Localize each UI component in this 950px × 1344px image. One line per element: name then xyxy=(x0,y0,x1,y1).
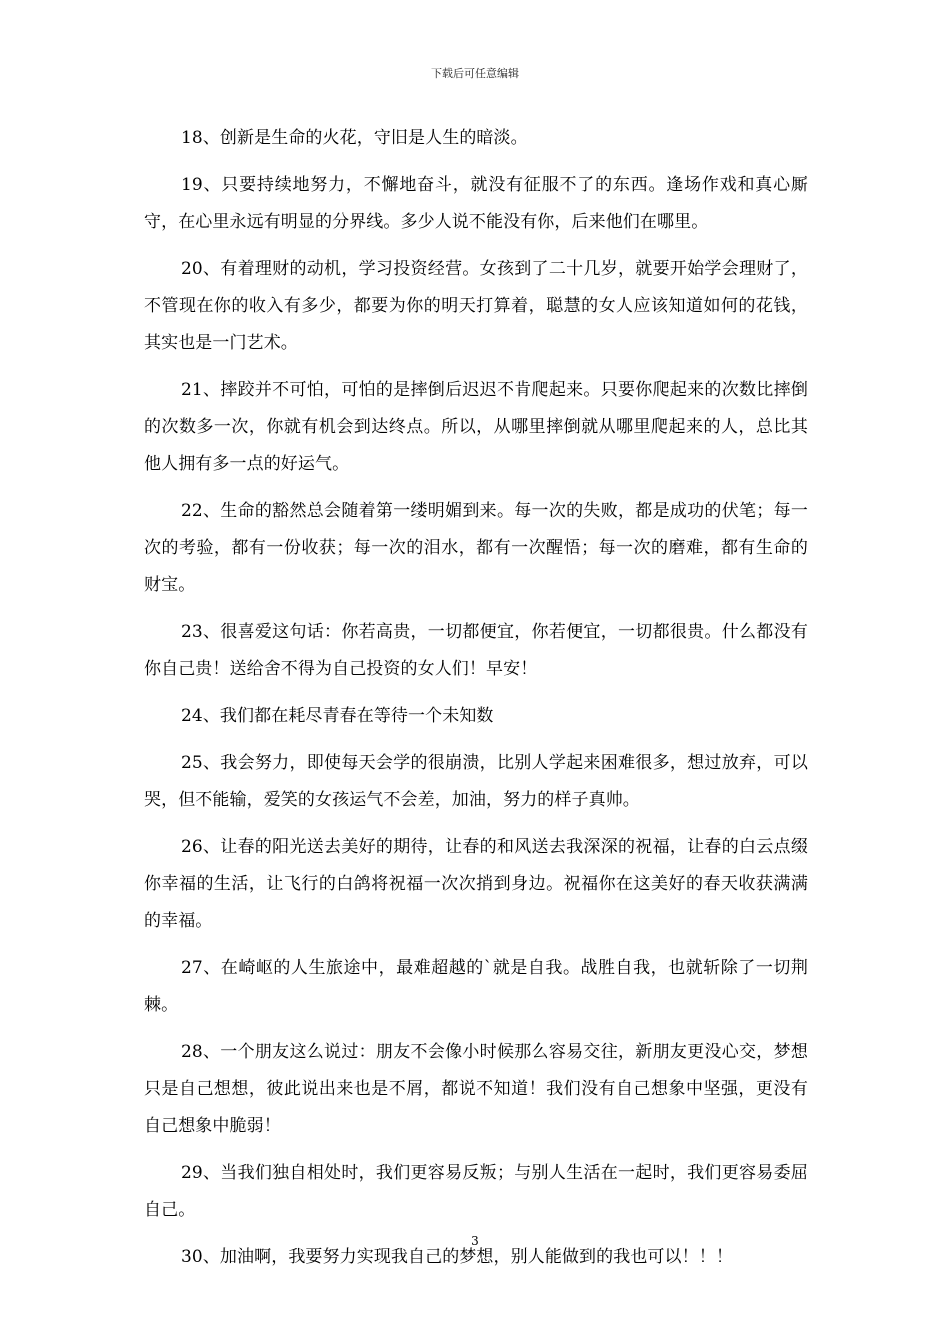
paragraph-25: 25、我会努力，即使每天会学的很崩溃，比别人学起来困难很多，想过放弃，可以哭，但不能输，爱笑的女孩运气不会差，加油，努力的样子真帅。 xyxy=(144,753,808,810)
paragraph-24: 24、我们都在耗尽青春在等待一个未知数 xyxy=(181,706,494,726)
page-number: 3 xyxy=(471,1234,479,1248)
paragraph-18: 18、创新是生命的火花，守旧是人生的暗淡。 xyxy=(181,128,528,148)
paragraph-29: 29、当我们独自相处时，我们更容易反叛；与别人生活在一起时，我们更容易委屈自己。 xyxy=(144,1163,808,1220)
paragraph-20: 20、有着理财的动机，学习投资经营。女孩到了二十几岁，就要开始学会理财了，不管现在你的收入有多少，都要为你的明天打算着，聪慧的女人应该知道如何的花钱，其实也是一门艺术。 xyxy=(144,259,808,353)
paragraph-19: 19、只要持续地努力，不懈地奋斗，就没有征服不了的东西。逢场作戏和真心厮守，在心里永远有明显的分界线。多少人说不能没有你，后来他们在哪里。 xyxy=(144,175,808,232)
document-body xyxy=(144,120,808,1286)
page-header: 下载后可任意编辑 xyxy=(431,67,519,80)
paragraph-26: 26、让春的阳光送去美好的期待，让春的和风送去我深深的祝福，让春的白云点缀你幸福的生活，让飞行的白鸽将祝福一次次捎到身边。祝福你在这美好的春天收获满满的幸福。 xyxy=(144,837,808,931)
paragraph-21: 21、摔跤并不可怕，可怕的是摔倒后迟迟不肯爬起来。只要你爬起来的次数比摔倒的次数多一次，你就有机会到达终点。所以，从哪里摔倒就从哪里爬起来的人，总比其他人拥有多一点的好运气。 xyxy=(144,380,808,474)
paragraph-28: 28、一个朋友这么说过：朋友不会像小时候那么容易交往，新朋友更没心交，梦想只是自己想想，彼此说出来也是不屑，都说不知道！我们没有自己想象中坚强，更没有自己想象中脆弱！ xyxy=(144,1042,808,1136)
paragraph-30: 30、加油啊，我要努力实现我自己的梦想，别人能做到的我也可以！！！ xyxy=(181,1247,733,1267)
paragraph-22: 22、生命的豁然总会随着第一缕明媚到来。每一次的失败，都是成功的伏笔；每一次的考验，都有一份收获；每一次的泪水，都有一次醒悟；每一次的磨难，都有生命的财宝。 xyxy=(144,501,808,595)
paragraph-27: 27、在崎岖的人生旅途中，最难超越的`就是自我。战胜自我，也就斩除了一切荆棘。 xyxy=(144,958,808,1015)
paragraph-23: 23、很喜爱这句话：你若高贵，一切都便宜，你若便宜，一切都很贵。什么都没有你自己贵！送给舍不得为自己投资的女人们！早安！ xyxy=(144,622,808,679)
